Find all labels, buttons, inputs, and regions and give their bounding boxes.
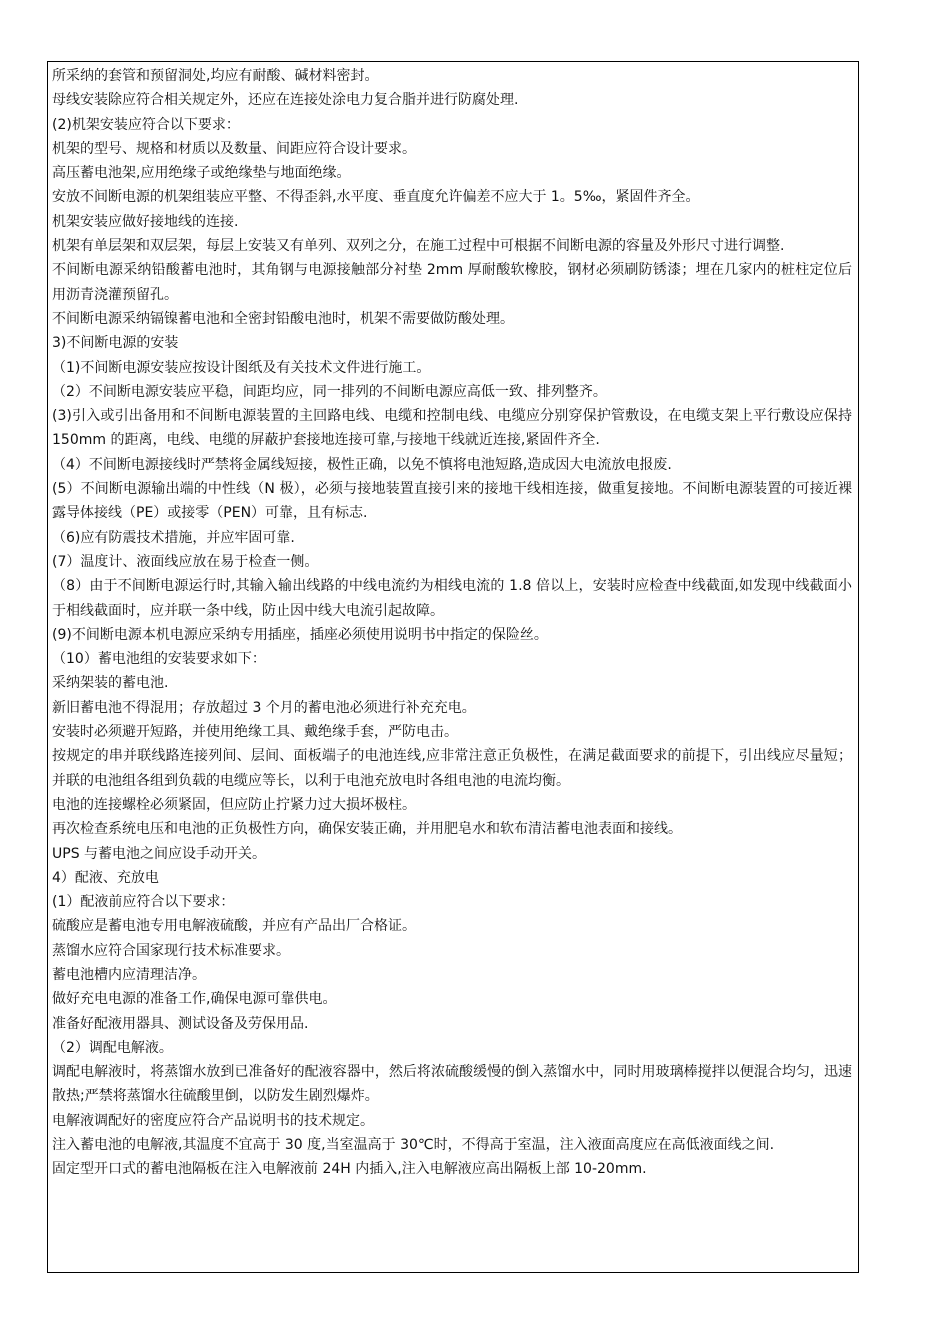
paragraph: 蒸馏水应符合国家现行技术标准要求。 [52,942,290,959]
paragraph: 新旧蓄电池不得混用；存放超过 3 个月的蓄电池必须进行补充充电。 [52,699,476,716]
section-heading: 3)不间断电源的安装 [52,335,179,352]
paragraph: 不间断电源采纳镉镍蓄电池和全密封铅酸电池时，机架不需要做防酸处理。 [52,310,514,327]
document-table-cell [47,61,859,1273]
paragraph: 机架安装应做好接地线的连接. [52,213,239,230]
paragraph: 高压蓄电池架,应用绝缘子或绝缘垫与地面绝缘。 [52,165,351,182]
paragraph: 电池的连接螺栓必须紧固，但应防止拧紧力过大损坏极柱。 [52,796,416,813]
paragraph: (3)引入或引出备用和不间断电源装置的主回路电线、电缆和控制电线、电缆应分别穿保护管敷设，在电缆支架上平行敷设应保持 150mm 的距离，电线、电缆的屏蔽护套接地连接可靠,与接地干线就近连接,紧固件齐全. [52,408,852,449]
paragraph: 电解液调配好的密度应符合产品说明书的技术规定。 [52,1112,374,1129]
paragraph: (7）温度计、液面线应放在易于检查一侧。 [52,553,319,570]
paragraph: 蓄电池槽内应清理洁净。 [52,966,206,983]
paragraph: （2）调配电解液。 [52,1039,173,1056]
paragraph: 不间断电源采纳铅酸蓄电池时，其角钢与电源接触部分衬垫 2mm 厚耐酸软橡胶，钢材必须刷防锈漆；埋在几家内的桩柱定位后用沥青浇灌预留孔。 [52,262,852,303]
paragraph: （1)不间断电源安装应按设计图纸及有关技术文件进行施工。 [52,359,431,376]
paragraph: 安放不间断电源的机架组装应平整、不得歪斜,水平度、垂直度允许偏差不应大于 1。5‰，紧固件齐全。 [52,189,700,206]
paragraph: 做好充电电源的准备工作,确保电源可靠供电。 [52,991,337,1008]
paragraph: 采纳架装的蓄电池. [52,675,169,692]
paragraph: （4）不间断电源接线时严禁将金属线短接，极性正确，以免不慎将电池短路,造成因大电流放电报废. [52,456,672,473]
paragraph: (5）不间断电源输出端的中性线（N 极），必须与接地装置直接引来的接地干线相连接，做重复接地。不间断电源装置的可接近裸露导体接线（PE）或接零（PEN）可靠，且有标志. [52,481,852,522]
paragraph: 固定型开口式的蓄电池隔板在注入电解液前 24H 内插入,注入电解液应高出隔板上部 10-20mm. [52,1161,647,1178]
paragraph: 再次检查系统电压和电池的正负极性方向，确保安装正确，并用肥皂水和软布清洁蓄电池表面和接线。 [52,821,682,838]
paragraph: （10）蓄电池组的安装要求如下： [52,651,266,668]
paragraph: 安装时必须避开短路，并使用绝缘工具、戴绝缘手套，严防电击。 [52,724,458,741]
paragraph: 调配电解液时，将蒸馏水放到已准备好的配液容器中，然后将浓硫酸缓慢的倒入蒸馏水中，同时用玻璃棒搅拌以便混合均匀，迅速散热;严禁将蒸馏水往硫酸里倒，以防发生剧烈爆炸。 [52,1064,852,1105]
paragraph: 机架的型号、规格和材质以及数量、间距应符合设计要求。 [52,140,416,157]
paragraph: (2)机架安装应符合以下要求： [52,116,240,133]
paragraph: （2）不间断电源安装应平稳，间距均应，同一排列的不间断电源应高低一致、排列整齐。 [52,383,607,400]
paragraph: 硫酸应是蓄电池专用电解液硫酸，并应有产品出厂合格证。 [52,918,416,935]
paragraph: 母线安装除应符合相关规定外，还应在连接处涂电力复合脂并进行防腐处理. [52,92,519,109]
paragraph: （6)应有防震技术措施，并应牢固可靠. [52,529,295,546]
paragraph: 机架有单层架和双层架，每层上安装又有单列、双列之分，在施工过程中可根据不间断电源的容量及外形尺寸进行调整. [52,238,785,255]
paragraph: (1）配液前应符合以下要求： [52,894,235,911]
paragraph: 所采纳的套管和预留洞处,均应有耐酸、碱材料密封。 [52,68,379,84]
document-body [48,62,858,1182]
section-heading: 4）配液、充放电 [52,869,159,886]
paragraph: 注入蓄电池的电解液,其温度不宜高于 30 度,当室温高于 30℃时，不得高于室温，注入液面高度应在高低液面线之间. [52,1137,775,1154]
paragraph: 准备好配液用器具、测试设备及劳保用品. [52,1015,309,1032]
paragraph: UPS 与蓄电池之间应设手动开关。 [52,845,267,862]
paragraph: （8）由于不间断电源运行时,其输入输出线路的中线电流约为相线电流的 1.8 倍以上，安装时应检查中线截面,如发现中线截面小于相线截面时，应并联一条中线，防止因中线大电流引起故障。 [52,578,852,619]
paragraph: 按规定的串并联线路连接列间、层间、面板端子的电池连线,应非常注意正负极性，在满足截面要求的前提下，引出线应尽量短；并联的电池组各组到负载的电缆应等长，以利于电池充放电时各组电池的电流均衡。 [52,748,852,789]
paragraph: (9)不间断电源本机电源应采纳专用插座，插座必须使用说明书中指定的保险丝。 [52,626,548,643]
